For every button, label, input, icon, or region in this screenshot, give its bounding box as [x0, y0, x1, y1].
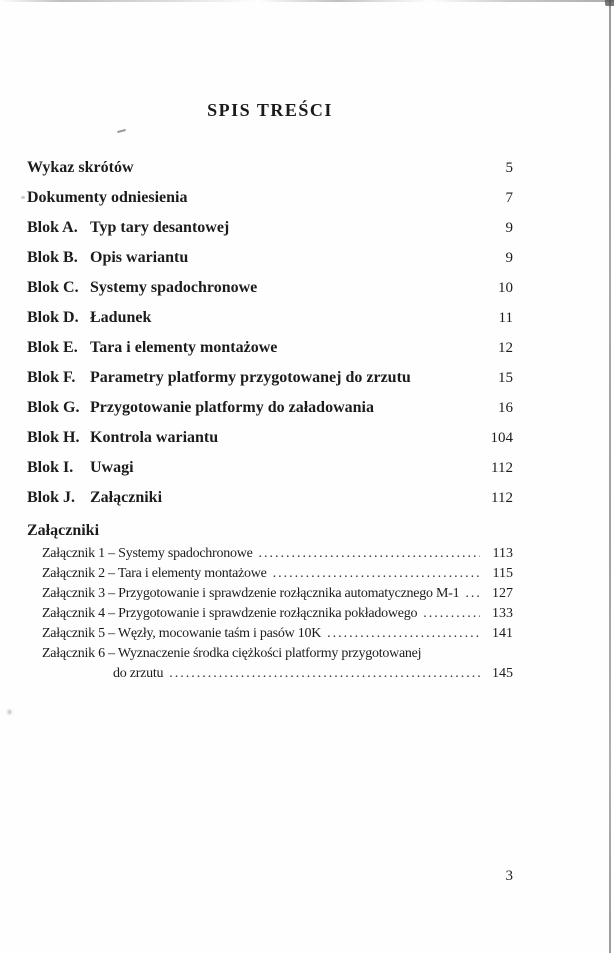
attachment-entry-page: 133 [492, 606, 513, 621]
attachment-entry-title: Załącznik 4 – Przygotowanie i sprawdzenie rozłącznika pokładowego [42, 606, 418, 621]
dotted-leader [465, 584, 480, 598]
dotted-leader [259, 544, 480, 558]
toc-entry-label: Blok A. [27, 219, 78, 236]
toc-entry-title: Kontrola wariantu [90, 429, 219, 446]
toc-entry [27, 303, 513, 333]
dotted-leader [194, 247, 480, 262]
toc-entry-page: 9 [505, 250, 513, 266]
attachment-entry-continuation [27, 664, 513, 684]
toc-entry-label: Blok G. [27, 399, 80, 416]
toc-entry-page: 112 [491, 460, 513, 476]
scan-artifact-speck [6, 708, 13, 716]
toc-entry-page: 12 [498, 340, 513, 356]
toc-entry [27, 273, 513, 303]
dotted-leader [283, 337, 480, 352]
toc-entry-title: Parametry platformy przygotowanej do zrzutu [90, 369, 411, 386]
attachment-entry-page: 115 [492, 566, 513, 581]
dotted-leader [140, 157, 480, 172]
dotted-leader [224, 427, 480, 442]
toc-entry-label: Blok J. [27, 489, 76, 506]
toc-entry-page: 11 [498, 310, 513, 326]
toc-entry-label: Blok E. [27, 339, 78, 356]
toc-entry-title: Ładunek [90, 309, 152, 326]
toc-entry [27, 483, 513, 513]
toc-entry-page: 15 [498, 370, 513, 386]
dotted-leader [423, 604, 480, 618]
attachment-entry-title: Załącznik 3 – Przygotowanie i sprawdzenie rozłącznika automatycznego M-1 [42, 586, 460, 601]
toc-entry-label: Blok B. [27, 249, 78, 266]
attachment-entry [27, 644, 513, 664]
toc-entry [27, 453, 513, 483]
attachment-entry-title: do zrzutu [113, 666, 164, 681]
toc-entry [27, 363, 513, 393]
attachment-entry-title: Załącznik 6 – Wyznaczenie środka ciężkości platformy przygotowanej [42, 646, 422, 661]
toc-entry-page: 112 [491, 490, 513, 506]
scan-artifact-right-edge-line [609, 0, 611, 953]
attachment-entry-page: 127 [492, 586, 513, 601]
toc-entry-title: Uwagi [90, 459, 134, 476]
attachment-entry [27, 544, 513, 564]
dotted-leader [235, 217, 480, 232]
attachments-header: Załączniki [27, 522, 100, 539]
dotted-leader [193, 187, 480, 202]
scan-artifact-top-right-corner [605, 0, 614, 6]
toc-entry-label: Blok H. [27, 429, 80, 446]
toc-entry-title: Systemy spadochronowe [90, 279, 258, 296]
dotted-leader [140, 457, 480, 472]
toc-entry-page: 5 [505, 160, 513, 176]
dotted-leader [169, 664, 480, 678]
dotted-leader [168, 487, 480, 502]
toc-entry-title: Wykaz skrótów [27, 159, 134, 176]
attachment-entry-page: 113 [492, 546, 513, 561]
scan-artifact-speck [117, 129, 126, 133]
toc-entry [27, 243, 513, 273]
toc-entry-title: Tara i elementy montażowe [90, 339, 278, 356]
toc-entry-page: 16 [498, 400, 513, 416]
toc-entry-label: Blok F. [27, 369, 76, 386]
attachment-entry-title: Załącznik 5 – Węzły, mocowanie taśm i pasów 10K [42, 626, 322, 641]
page-number: 3 [505, 868, 513, 884]
toc-entry-title: Typ tary desantowej [90, 219, 230, 236]
toc-entry [27, 153, 513, 183]
toc-entry [27, 183, 513, 213]
dotted-leader [327, 624, 480, 638]
attachment-entry-title: Załącznik 1 – Systemy spadochronowe [42, 546, 253, 561]
toc-entry-page: 7 [505, 190, 513, 206]
attachments-section [27, 521, 513, 684]
toc-entry-label: Blok I. [27, 459, 74, 476]
attachment-entry-page: 145 [492, 666, 513, 681]
toc-entry [27, 333, 513, 363]
dotted-leader [263, 277, 480, 292]
toc-entry [27, 423, 513, 453]
attachment-entry [27, 564, 513, 584]
scan-artifact-speck [21, 196, 25, 199]
attachment-entry [27, 604, 513, 624]
toc-entry-title: Załączniki [90, 489, 163, 506]
attachment-entry-title: Załącznik 2 – Tara i elementy montażowe [42, 566, 267, 581]
attachment-entry [27, 624, 513, 644]
toc-entry-title: Opis wariantu [90, 249, 189, 266]
attachment-entry-page: 141 [492, 626, 513, 641]
toc-entry-title: Przygotowanie platformy do załadowania [90, 399, 374, 416]
toc-entry-page: 9 [505, 220, 513, 236]
page-title: SPIS TREŚCI [207, 100, 333, 120]
toc-entry-label: Blok D. [27, 309, 79, 326]
scan-artifact-top-edge [0, 0, 614, 2]
table-of-contents [27, 153, 513, 513]
toc-entry-title: Dokumenty odniesienia [27, 189, 188, 206]
toc-entry-label: Blok C. [27, 279, 79, 296]
attachment-entry [27, 584, 513, 604]
dotted-leader [273, 564, 480, 578]
dotted-leader [380, 397, 480, 412]
toc-entry [27, 393, 513, 423]
toc-entry-page: 104 [490, 430, 513, 446]
dotted-leader [417, 367, 480, 382]
toc-entry-page: 10 [498, 280, 513, 296]
toc-entry [27, 213, 513, 243]
dotted-leader [157, 307, 480, 322]
